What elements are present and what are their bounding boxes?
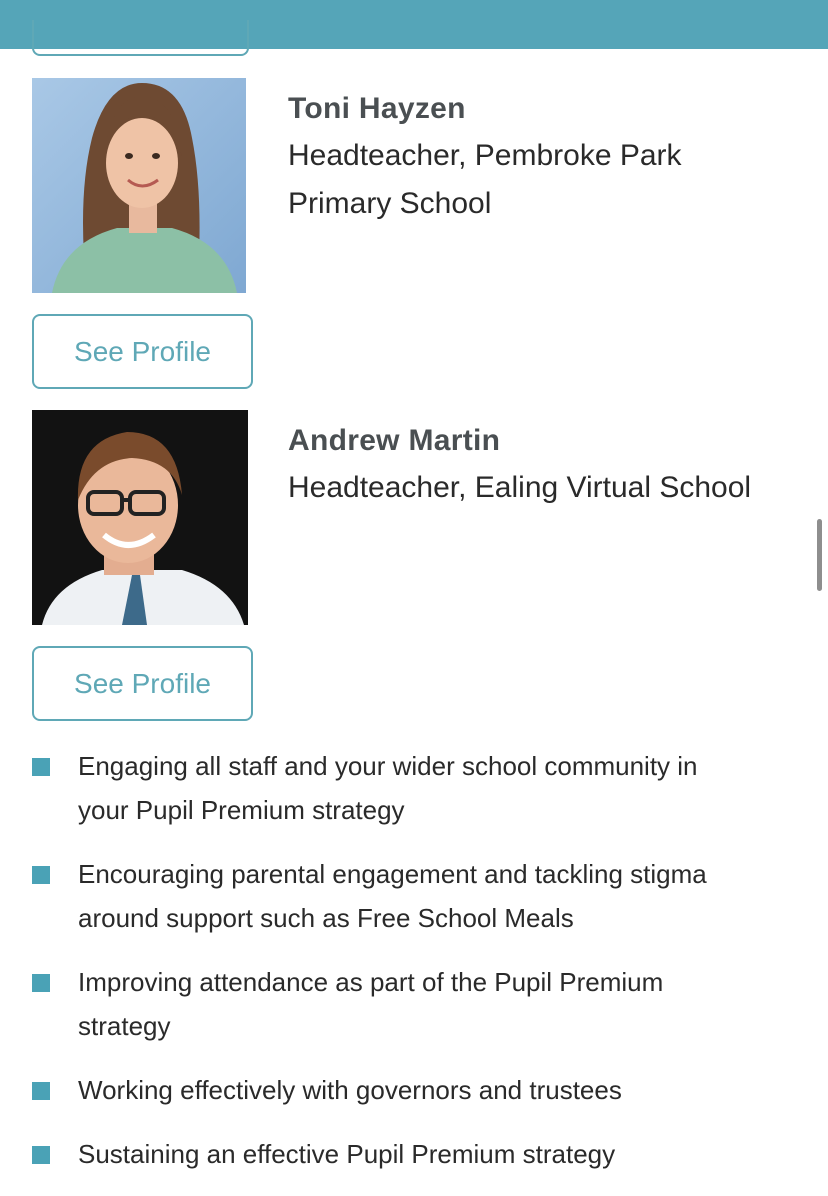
list-item-text: Improving attendance as part of the Pupil Premium strategy — [78, 967, 664, 1041]
speaker-role: Headteacher, Ealing Virtual School — [288, 471, 752, 504]
see-profile-button-toni-hayzen[interactable]: See Profile — [32, 314, 253, 389]
list-item-text: Engaging all staff and your wider school community in your Pupil Premium strategy — [78, 751, 698, 825]
bullet-square-icon — [32, 758, 50, 776]
scrollbar-thumb[interactable] — [817, 519, 822, 591]
list-item-text: Working effectively with governors and trustees — [78, 1075, 622, 1105]
bullet-square-icon — [32, 1146, 50, 1164]
see-profile-button-andrew-martin[interactable]: See Profile — [32, 646, 253, 721]
speaker-name: Toni Hayzen — [288, 92, 466, 125]
speaker-photo-toni-hayzen — [32, 78, 246, 293]
list-item-text: Sustaining an effective Pupil Premium strategy — [78, 1139, 616, 1169]
bullet-square-icon — [32, 1082, 50, 1100]
list-item-text: Encouraging parental engagement and tackling stigma around support such as Free School Meals — [78, 859, 707, 933]
bullet-square-icon — [32, 866, 50, 884]
previous-see-profile-button-partial[interactable] — [32, 20, 249, 56]
speaker-role: Headteacher, Pembroke Park Primary School — [288, 139, 682, 220]
speaker-name: Andrew Martin — [288, 424, 501, 457]
speaker-photo-andrew-martin — [32, 410, 248, 625]
bullet-square-icon — [32, 974, 50, 992]
